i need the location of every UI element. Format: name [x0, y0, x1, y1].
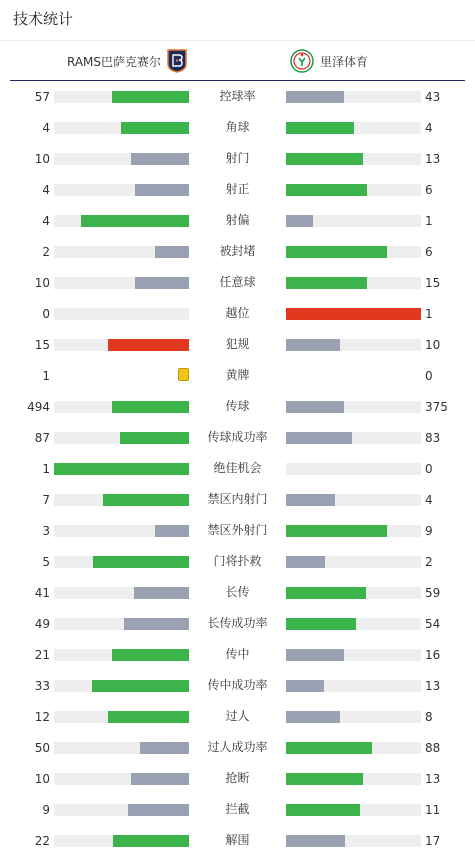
page-title: 技术统计 [13, 10, 74, 28]
home-bar-track [54, 711, 189, 723]
stat-row [0, 825, 475, 856]
home-bar-track [54, 773, 189, 785]
rizespor-crest-icon [290, 49, 314, 73]
home-bar-track [54, 525, 189, 537]
away-bar [286, 308, 421, 320]
home-bar [113, 835, 189, 847]
away-value: 0 [425, 369, 433, 383]
stat-row [0, 701, 475, 732]
stat-label: 解围 [225, 833, 250, 847]
stat-label: 射偏 [225, 213, 250, 227]
stat-row [0, 205, 475, 236]
home-bar-track [54, 835, 189, 847]
home-value: 4 [42, 214, 50, 228]
away-bar-track [286, 680, 421, 692]
away-bar [286, 525, 387, 537]
away-value: 83 [425, 431, 441, 445]
home-bar-track [54, 401, 189, 413]
home-bar [140, 742, 189, 754]
home-bar [81, 215, 189, 227]
away-value: 54 [425, 617, 441, 631]
stat-label: 黄牌 [225, 368, 250, 382]
away-bar-track [286, 277, 421, 289]
away-bar [286, 711, 340, 723]
away-value: 1 [425, 307, 433, 321]
home-bar [54, 463, 189, 475]
home-value: 3 [42, 524, 50, 538]
home-bar [108, 339, 189, 351]
home-bar-track [54, 804, 189, 816]
home-bar-track [54, 680, 189, 692]
home-bar [121, 122, 189, 134]
teams-header [10, 41, 465, 81]
away-value: 43 [425, 90, 441, 104]
stat-label: 越位 [225, 306, 250, 320]
away-bar [286, 649, 344, 661]
stat-row [0, 360, 475, 391]
stat-label: 抢断 [225, 771, 250, 785]
home-value: 4 [42, 121, 50, 135]
away-bar-track [286, 525, 421, 537]
stat-row [0, 236, 475, 267]
home-value: 12 [34, 710, 50, 724]
home-bar-track [54, 587, 189, 599]
home-bar-track [54, 556, 189, 568]
away-bar [286, 556, 325, 568]
stat-label: 角球 [225, 120, 250, 134]
home-bar-track [54, 215, 189, 227]
home-bar-track [54, 618, 189, 630]
home-bar-track [54, 463, 189, 475]
away-bar [286, 339, 340, 351]
stat-row [0, 484, 475, 515]
home-value: 4 [42, 183, 50, 197]
home-team-name: RAMS巴萨克赛尔 [67, 54, 162, 69]
home-value: 494 [27, 400, 50, 414]
away-bar-track [286, 401, 421, 413]
away-bar-track [286, 649, 421, 661]
home-bar [128, 804, 189, 816]
home-bar [131, 153, 189, 165]
home-bar [103, 494, 189, 506]
home-bar-track [54, 277, 189, 289]
stat-label: 传中 [225, 647, 250, 661]
away-bar-track [286, 215, 421, 227]
home-bar [92, 680, 189, 692]
home-value: 22 [34, 834, 50, 848]
stat-row [0, 422, 475, 453]
home-value: 1 [42, 462, 50, 476]
away-bar [286, 277, 367, 289]
home-bar [134, 587, 189, 599]
stat-row [0, 391, 475, 422]
away-bar [286, 742, 372, 754]
stat-label: 传中成功率 [207, 678, 268, 692]
away-bar-track [286, 122, 421, 134]
stat-label: 长传 [225, 585, 250, 599]
away-bar-track [286, 618, 421, 630]
stat-label: 犯规 [225, 337, 250, 351]
away-bar-track [286, 742, 421, 754]
home-bar-track [54, 122, 189, 134]
away-bar-track [286, 308, 421, 320]
home-bar-track [54, 339, 189, 351]
stat-row [0, 608, 475, 639]
away-value: 4 [425, 121, 433, 135]
away-bar [286, 215, 313, 227]
away-value: 375 [425, 400, 448, 414]
home-bar-track [54, 153, 189, 165]
home-value: 21 [34, 648, 50, 662]
away-team[interactable] [290, 41, 368, 81]
away-value: 16 [425, 648, 441, 662]
stat-label: 射正 [225, 182, 250, 196]
home-bar-track [54, 308, 189, 320]
home-value: 10 [34, 276, 50, 290]
away-value: 8 [425, 710, 433, 724]
home-bar-track [54, 494, 189, 506]
away-bar-track [286, 91, 421, 103]
home-value: 50 [34, 741, 50, 755]
home-bar-track [54, 432, 189, 444]
home-value: 87 [34, 431, 50, 445]
home-bar [131, 773, 189, 785]
yellow-card-icon [178, 368, 189, 381]
away-bar [286, 587, 366, 599]
stat-row [0, 794, 475, 825]
stat-row [0, 546, 475, 577]
home-value: 10 [34, 152, 50, 166]
away-value: 13 [425, 152, 441, 166]
away-value: 0 [425, 462, 433, 476]
away-bar-track [286, 773, 421, 785]
away-bar [286, 401, 344, 413]
stat-label: 任意球 [219, 275, 256, 289]
home-value: 33 [34, 679, 50, 693]
home-bar [120, 432, 189, 444]
stat-label: 传球 [225, 399, 250, 413]
home-value: 15 [34, 338, 50, 352]
home-bar [112, 91, 189, 103]
away-value: 9 [425, 524, 433, 538]
home-value: 0 [42, 307, 50, 321]
away-bar-track [286, 463, 421, 475]
stat-row [0, 298, 475, 329]
away-bar-track [286, 711, 421, 723]
home-bar-track [54, 184, 189, 196]
away-bar-track [286, 587, 421, 599]
away-value: 2 [425, 555, 433, 569]
home-bar [112, 649, 189, 661]
away-value: 4 [425, 493, 433, 507]
stat-label: 长传成功率 [207, 616, 268, 630]
away-bar-track [286, 153, 421, 165]
home-bar-track [54, 91, 189, 103]
stat-row [0, 174, 475, 205]
away-bar [286, 246, 387, 258]
home-value: 49 [34, 617, 50, 631]
away-bar-track [286, 804, 421, 816]
stat-row [0, 763, 475, 794]
home-value: 5 [42, 555, 50, 569]
home-bar [124, 618, 189, 630]
stat-row [0, 515, 475, 546]
stat-row [0, 112, 475, 143]
stat-row [0, 453, 475, 484]
home-value: 2 [42, 245, 50, 259]
away-bar [286, 494, 335, 506]
home-value: 57 [34, 90, 50, 104]
stat-row [0, 639, 475, 670]
stat-row [0, 143, 475, 174]
home-value: 41 [34, 586, 50, 600]
home-bar [155, 525, 189, 537]
away-team-name: 里泽体育 [320, 54, 369, 69]
away-value: 6 [425, 183, 433, 197]
away-value: 15 [425, 276, 441, 290]
home-bar [112, 401, 189, 413]
away-bar [286, 91, 344, 103]
stat-row [0, 670, 475, 701]
stat-row [0, 329, 475, 360]
away-value: 13 [425, 772, 441, 786]
away-bar [286, 804, 360, 816]
home-bar [135, 277, 189, 289]
away-bar-track [286, 835, 421, 847]
away-bar [286, 680, 324, 692]
home-bar-track [54, 246, 189, 258]
stat-label: 拦截 [225, 802, 250, 816]
home-value: 1 [42, 369, 50, 383]
home-value: 10 [34, 772, 50, 786]
away-value: 10 [425, 338, 441, 352]
home-value: 7 [42, 493, 50, 507]
home-bar [135, 184, 189, 196]
away-bar [286, 773, 363, 785]
home-bar-track [54, 649, 189, 661]
stat-label: 绝佳机会 [213, 461, 262, 475]
stat-label: 传球成功率 [207, 430, 268, 444]
stat-row [0, 267, 475, 298]
away-value: 59 [425, 586, 441, 600]
away-bar [286, 184, 367, 196]
stat-row [0, 732, 475, 763]
stat-label: 被封堵 [219, 244, 256, 258]
stat-label: 控球率 [219, 89, 256, 103]
home-team[interactable] [67, 41, 187, 81]
away-bar-track [286, 246, 421, 258]
basaksehir-crest-icon [167, 49, 187, 73]
away-bar-track [286, 432, 421, 444]
away-value: 6 [425, 245, 433, 259]
away-bar-track [286, 556, 421, 568]
away-value: 88 [425, 741, 441, 755]
stat-label: 射门 [225, 151, 250, 165]
stat-label: 门将扑救 [213, 554, 262, 568]
away-bar [286, 835, 345, 847]
home-value: 9 [42, 803, 50, 817]
stat-label: 过人 [225, 709, 250, 723]
away-bar [286, 432, 352, 444]
home-bar [108, 711, 189, 723]
stat-row [0, 577, 475, 608]
away-bar [286, 153, 363, 165]
away-value: 1 [425, 214, 433, 228]
stat-label: 禁区外射门 [207, 523, 268, 537]
stat-label: 禁区内射门 [207, 492, 268, 506]
away-value: 17 [425, 834, 441, 848]
away-bar-track [286, 339, 421, 351]
home-bar-track [54, 742, 189, 754]
stat-label: 过人成功率 [207, 740, 268, 754]
home-bar [93, 556, 189, 568]
stat-row [0, 81, 475, 112]
away-bar [286, 122, 354, 134]
away-bar-track [286, 184, 421, 196]
away-value: 11 [425, 803, 441, 817]
away-bar [286, 618, 356, 630]
home-bar [155, 246, 189, 258]
away-value: 13 [425, 679, 441, 693]
away-bar-track [286, 494, 421, 506]
